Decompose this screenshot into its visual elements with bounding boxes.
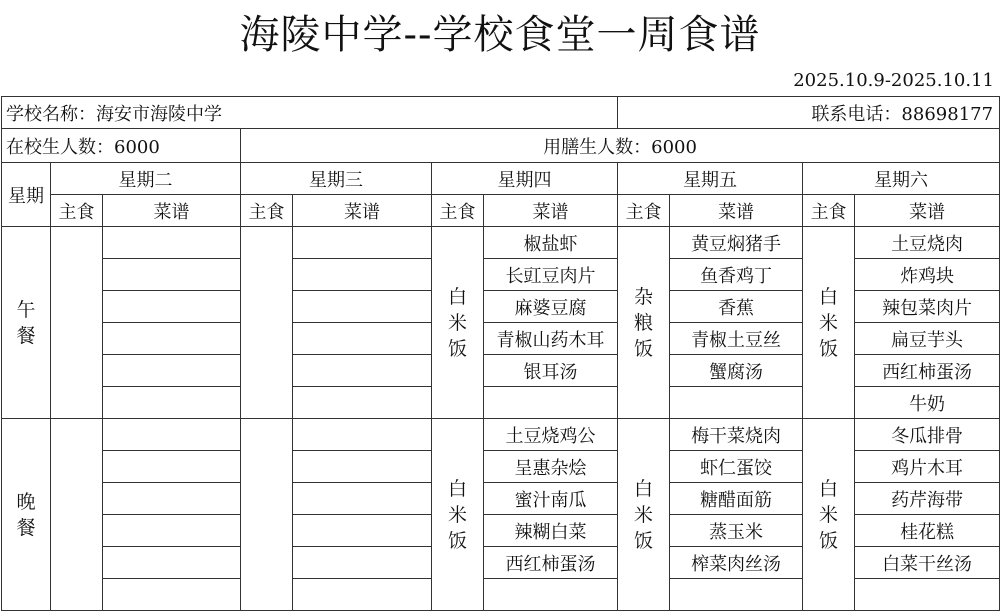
dish-cell [103, 227, 241, 259]
date-range: 2025.10.9-2025.10.11 [793, 70, 994, 91]
dish-cell: 青椒山药木耳 [484, 323, 618, 355]
dish-cell: 蜜汁南瓜 [484, 483, 618, 515]
dish-cell [670, 579, 803, 611]
dish-cell: 榨菜肉丝汤 [670, 547, 803, 579]
meal-label-lunch: 午餐 [2, 227, 51, 419]
dish-cell: 银耳汤 [484, 355, 618, 387]
staple-cell: 白米饭 [432, 227, 484, 419]
staple-cell: 白米饭 [432, 419, 484, 611]
dish-cell: 桂花糕 [855, 515, 1000, 547]
staple-cell [241, 419, 293, 611]
dish-cell: 椒盐虾 [484, 227, 618, 259]
dish-cell [103, 323, 241, 355]
contact-phone: 联系电话：88698177 [618, 97, 1000, 129]
dish-cell: 蒸玉米 [670, 515, 803, 547]
dish-cell: 辣包菜肉片 [855, 291, 1000, 323]
dish-cell [293, 291, 432, 323]
dish-cell [293, 483, 432, 515]
staple-header: 主食 [618, 195, 670, 227]
dish-cell: 麻婆豆腐 [484, 291, 618, 323]
staple-cell: 白米饭 [803, 227, 855, 419]
staple-header: 主食 [241, 195, 293, 227]
dishes-header: 菜谱 [484, 195, 618, 227]
dish-cell: 冬瓜排骨 [855, 419, 1000, 451]
dish-cell [103, 291, 241, 323]
day-header: 星期二 [51, 163, 241, 195]
dish-cell [293, 227, 432, 259]
dish-cell [103, 355, 241, 387]
school-name: 学校名称：海安市海陵中学 [2, 97, 618, 129]
dish-cell [484, 579, 618, 611]
dish-cell: 香蕉 [670, 291, 803, 323]
dish-cell: 虾仁蛋饺 [670, 451, 803, 483]
weekly-menu-table [1, 96, 1000, 611]
staple-header: 主食 [432, 195, 484, 227]
dishes-header: 菜谱 [293, 195, 432, 227]
meal-label-dinner: 晚餐 [2, 419, 51, 611]
dish-cell: 土豆烧鸡公 [484, 419, 618, 451]
staple-cell: 白米饭 [618, 419, 670, 611]
dish-cell: 黄豆焖猪手 [670, 227, 803, 259]
dish-cell [484, 387, 618, 419]
dish-cell [293, 259, 432, 291]
dish-cell: 白菜干丝汤 [855, 547, 1000, 579]
dish-cell: 牛奶 [855, 387, 1000, 419]
dish-cell: 药芹海带 [855, 483, 1000, 515]
dishes-header: 菜谱 [670, 195, 803, 227]
day-header: 星期四 [432, 163, 618, 195]
day-header: 星期三 [241, 163, 432, 195]
day-header: 星期六 [803, 163, 1000, 195]
dish-cell [293, 323, 432, 355]
enrolled-students: 在校生人数：6000 [2, 129, 241, 163]
dish-cell: 梅干菜烧肉 [670, 419, 803, 451]
dish-cell: 辣糊白菜 [484, 515, 618, 547]
dish-cell: 炸鸡块 [855, 259, 1000, 291]
day-header: 星期五 [618, 163, 803, 195]
dish-cell [103, 483, 241, 515]
dish-cell: 土豆烧肉 [855, 227, 1000, 259]
staple-cell: 白米饭 [803, 419, 855, 611]
staple-cell [51, 419, 103, 611]
dining-students: 用膳生人数：6000 [241, 129, 1000, 163]
dish-cell [103, 387, 241, 419]
dish-cell: 西红柿蛋汤 [484, 547, 618, 579]
dish-cell [293, 419, 432, 451]
dish-cell [103, 515, 241, 547]
staple-cell [241, 227, 293, 419]
staple-cell: 杂粮饭 [618, 227, 670, 419]
dish-cell [293, 451, 432, 483]
dishes-header: 菜谱 [103, 195, 241, 227]
dish-cell: 糖醋面筋 [670, 483, 803, 515]
staple-header: 主食 [803, 195, 855, 227]
staple-cell [51, 227, 103, 419]
dish-cell [293, 547, 432, 579]
week-label: 星期 [2, 163, 51, 227]
dish-cell [293, 515, 432, 547]
dish-cell: 长豇豆肉片 [484, 259, 618, 291]
dish-cell [103, 451, 241, 483]
dishes-header: 菜谱 [855, 195, 1000, 227]
dish-cell [103, 419, 241, 451]
dish-cell: 鱼香鸡丁 [670, 259, 803, 291]
staple-header: 主食 [51, 195, 103, 227]
dish-cell [855, 579, 1000, 611]
dish-cell [293, 387, 432, 419]
page-title: 海陵中学--学校食堂一周食谱 [239, 12, 761, 58]
dish-cell: 呈惠杂烩 [484, 451, 618, 483]
dish-cell: 扁豆芋头 [855, 323, 1000, 355]
dish-cell [293, 355, 432, 387]
dish-cell [670, 387, 803, 419]
dish-cell: 蟹腐汤 [670, 355, 803, 387]
dish-cell [103, 547, 241, 579]
dish-cell: 西红柿蛋汤 [855, 355, 1000, 387]
dish-cell [103, 259, 241, 291]
dish-cell: 青椒土豆丝 [670, 323, 803, 355]
dish-cell [293, 579, 432, 611]
dish-cell [103, 579, 241, 611]
dish-cell: 鸡片木耳 [855, 451, 1000, 483]
